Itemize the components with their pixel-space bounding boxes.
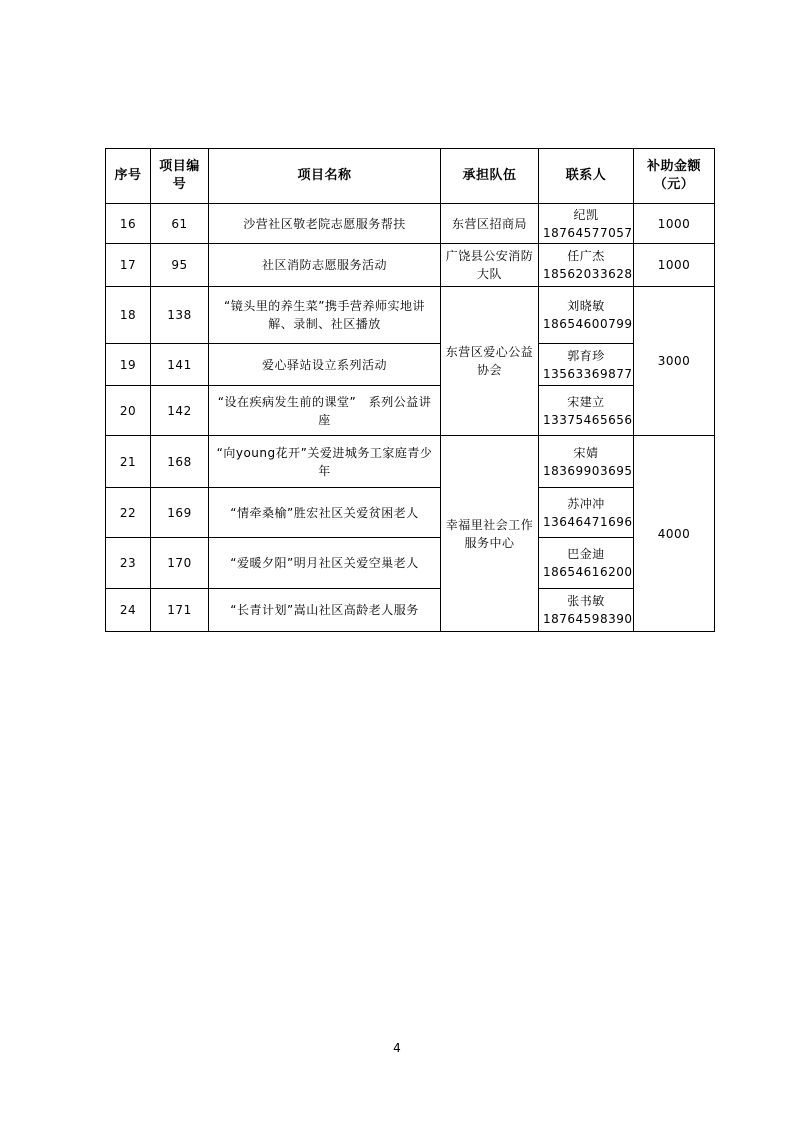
row-project-name: “向young花开”关爱进城务工家庭青少年 xyxy=(209,436,441,488)
row-index: 22 xyxy=(106,488,151,538)
row-contact xyxy=(539,344,634,386)
contact-phone: 18764598390 xyxy=(543,612,633,626)
row-project-name: 沙营社区敬老院志愿服务帮扶 xyxy=(209,204,441,244)
contact-phone: 18764577057 xyxy=(543,225,633,240)
row-subsidy: 1000 xyxy=(634,204,715,244)
header-name: 项目名称 xyxy=(209,149,441,204)
row-team: 广饶县公安消防大队 xyxy=(441,244,539,287)
contact-name: 刘晓敏 xyxy=(567,299,605,313)
row-code: 171 xyxy=(151,589,209,632)
row-project-name: “长青计划”嵩山社区高龄老人服务 xyxy=(209,589,441,632)
contact-phone: 18562033628 xyxy=(543,267,633,281)
row-project-name: 社区消防志愿服务活动 xyxy=(209,244,441,287)
row-index: 24 xyxy=(106,589,151,632)
row-index: 21 xyxy=(106,436,151,488)
contact-phone: 18369903695 xyxy=(543,463,633,478)
table-row xyxy=(106,344,715,386)
row-contact xyxy=(539,204,634,244)
row-project-name: “设在疾病发生前的课堂” 系列公益讲座 xyxy=(209,386,441,436)
row-contact xyxy=(539,488,634,538)
header-team: 承担队伍 xyxy=(441,149,539,204)
row-project-name: “镜头里的养生菜”携手营养师实地讲解、录制、社区播放 xyxy=(209,287,441,344)
table-row xyxy=(106,287,715,344)
row-contact xyxy=(539,538,634,589)
row-team-merged: 东营区爱心公益协会 xyxy=(441,287,539,436)
contact-phone: 18654600799 xyxy=(543,317,633,331)
row-contact xyxy=(539,244,634,287)
table-row xyxy=(106,386,715,436)
row-code: 141 xyxy=(151,344,209,386)
row-index: 16 xyxy=(106,204,151,244)
contact-name: 张书敏 xyxy=(567,594,605,608)
contact-name: 任广杰 xyxy=(567,249,605,263)
row-contact xyxy=(539,386,634,436)
header-index: 序号 xyxy=(106,149,151,204)
contact-phone: 13646471696 xyxy=(543,514,633,529)
row-code: 61 xyxy=(151,204,209,244)
row-index: 19 xyxy=(106,344,151,386)
row-project-name: 爱心驿站设立系列活动 xyxy=(209,344,441,386)
row-index: 20 xyxy=(106,386,151,436)
row-code: 95 xyxy=(151,244,209,287)
contact-name: 巴金迪 xyxy=(567,547,605,561)
row-contact xyxy=(539,589,634,632)
row-project-name: “爱暖夕阳”明月社区关爱空巢老人 xyxy=(209,538,441,589)
contact-phone: 13375465656 xyxy=(543,412,633,427)
contact-name: 宋建立 xyxy=(567,394,605,409)
subsidy-table xyxy=(105,148,715,632)
header-subsidy: 补助金额（元） xyxy=(634,149,715,204)
table-row xyxy=(106,204,715,244)
row-subsidy-merged: 3000 xyxy=(634,287,715,436)
header-code: 项目编号 xyxy=(151,149,209,204)
row-code: 142 xyxy=(151,386,209,436)
row-team: 东营区招商局 xyxy=(441,204,539,244)
contact-phone: 13563369877 xyxy=(543,366,633,381)
table-row xyxy=(106,538,715,589)
row-code: 138 xyxy=(151,287,209,344)
row-project-name: “情牵桑榆”胜宏社区关爱贫困老人 xyxy=(209,488,441,538)
table-row xyxy=(106,244,715,287)
header-contact: 联系人 xyxy=(539,149,634,204)
contact-phone: 18654616200 xyxy=(543,565,633,579)
header-row xyxy=(106,149,715,204)
contact-name: 纪凯 xyxy=(573,207,599,222)
row-contact xyxy=(539,436,634,488)
row-subsidy: 1000 xyxy=(634,244,715,287)
row-index: 18 xyxy=(106,287,151,344)
row-code: 170 xyxy=(151,538,209,589)
page-number: 4 xyxy=(393,1041,401,1055)
row-subsidy-merged: 4000 xyxy=(634,436,715,632)
row-code: 168 xyxy=(151,436,209,488)
row-index: 23 xyxy=(106,538,151,589)
table-row xyxy=(106,436,715,488)
row-contact xyxy=(539,287,634,344)
table-row xyxy=(106,589,715,632)
contact-name: 苏冲冲 xyxy=(567,496,605,511)
table-row xyxy=(106,488,715,538)
row-code: 169 xyxy=(151,488,209,538)
contact-name: 郭育珍 xyxy=(567,348,605,363)
row-team-merged: 幸福里社会工作服务中心 xyxy=(441,436,539,632)
row-index: 17 xyxy=(106,244,151,287)
contact-name: 宋婧 xyxy=(573,445,599,460)
